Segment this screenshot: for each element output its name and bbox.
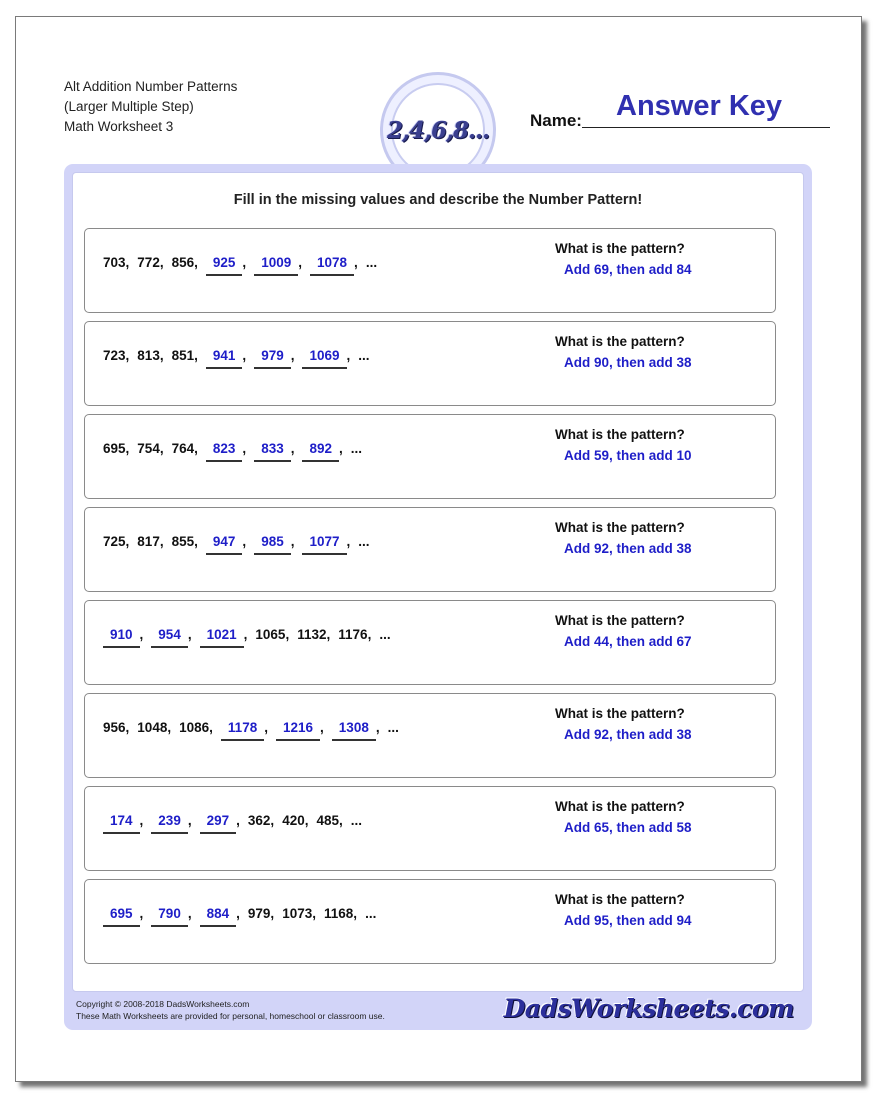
answer-blank: 174 <box>103 813 140 834</box>
answer-blank: 823 <box>206 441 243 462</box>
answer-key-label: Answer Key <box>616 90 783 122</box>
term-separator: , <box>159 255 164 270</box>
pattern-question: What is the pattern? <box>555 799 685 814</box>
sequence-ellipsis: ... <box>365 906 377 921</box>
answer-blank: 884 <box>200 906 237 927</box>
number-sequence <box>103 348 370 370</box>
title-line-3: Math Worksheet 3 <box>64 119 174 134</box>
pattern-answer: Add 90, then add 38 <box>564 355 692 370</box>
term-separator: , <box>270 906 275 921</box>
answer-blank: 1077 <box>302 534 346 555</box>
term-separator: , <box>236 906 240 921</box>
answer-blank: 1078 <box>310 255 354 276</box>
sequence-term: 979 <box>247 906 271 921</box>
answer-blank: 985 <box>254 534 291 555</box>
term-separator: , <box>125 348 130 363</box>
pattern-question: What is the pattern? <box>555 241 685 256</box>
badge-inner-circle <box>386 83 490 177</box>
sequence-term: 1065 <box>255 627 286 642</box>
term-separator: , <box>187 627 192 642</box>
sequence-term: 764 <box>171 441 195 456</box>
number-sequence <box>103 720 399 742</box>
sequence-term: 851 <box>171 348 195 363</box>
pattern-answer: Add 95, then add 94 <box>564 913 692 928</box>
term-separator: , <box>125 255 130 270</box>
number-sequence <box>103 627 391 649</box>
term-separator: , <box>290 348 295 363</box>
answer-blank: 941 <box>206 348 243 369</box>
term-separator: , <box>375 720 380 735</box>
problem-box <box>84 228 776 313</box>
sequence-term: 1168 <box>324 906 354 921</box>
answer-blank: 910 <box>103 627 140 648</box>
number-sequence <box>103 906 376 928</box>
term-separator: , <box>194 255 198 270</box>
term-separator: , <box>236 813 240 828</box>
term-separator: , <box>298 255 302 270</box>
sequence-term: 703 <box>103 255 126 270</box>
number-sequence <box>103 813 362 835</box>
name-field <box>530 90 830 130</box>
badge-logo-text: 2,4,6,8... <box>386 116 490 144</box>
term-separator: , <box>139 906 144 921</box>
term-separator: , <box>270 813 275 828</box>
term-separator: , <box>187 906 192 921</box>
term-separator: , <box>264 720 268 735</box>
usage-note: These Math Worksheets are provided for personal, homeschool or classroom use. <box>76 1011 385 1021</box>
sequence-term: 772 <box>137 255 160 270</box>
name-label: Name: <box>530 111 582 130</box>
term-separator: , <box>339 441 343 456</box>
problem-box <box>84 507 776 592</box>
sequence-ellipsis: ... <box>379 627 391 642</box>
pattern-question: What is the pattern? <box>555 334 685 349</box>
term-separator: , <box>159 534 164 549</box>
pattern-answer: Add 65, then add 58 <box>564 820 692 835</box>
term-separator: , <box>159 348 164 363</box>
term-separator: , <box>339 813 343 828</box>
term-separator: , <box>194 441 198 456</box>
answer-blank: 979 <box>254 348 291 369</box>
copyright-text: Copyright © 2008-2018 DadsWorksheets.com <box>76 999 250 1009</box>
pattern-answer: Add 44, then add 67 <box>564 634 692 649</box>
pattern-answer: Add 92, then add 38 <box>564 727 692 742</box>
answer-blank: 892 <box>302 441 339 462</box>
term-separator: , <box>125 720 130 735</box>
sequence-term: 420 <box>282 813 305 828</box>
term-separator: , <box>353 906 358 921</box>
dadsworksheets-logo: DadsWorksheets.com <box>503 994 794 1023</box>
answer-blank: 925 <box>206 255 243 276</box>
number-sequence <box>103 441 362 463</box>
sequence-term: 956 <box>103 720 126 735</box>
pattern-question: What is the pattern? <box>555 706 685 721</box>
term-separator: , <box>139 813 144 828</box>
answer-blank: 239 <box>151 813 188 834</box>
sequence-ellipsis: ... <box>350 441 363 456</box>
sequence-ellipsis: ... <box>358 534 370 549</box>
term-separator: , <box>290 534 295 549</box>
answer-blank: 1308 <box>332 720 376 741</box>
term-separator: , <box>320 720 324 735</box>
pattern-question: What is the pattern? <box>555 520 685 535</box>
number-sequence <box>103 534 370 556</box>
term-separator: , <box>312 906 316 921</box>
term-separator: , <box>139 627 144 642</box>
term-separator: , <box>167 720 172 735</box>
answer-blank: 1009 <box>254 255 298 276</box>
term-separator: , <box>304 813 309 828</box>
term-separator: , <box>243 627 248 642</box>
answer-blank: 1216 <box>276 720 320 741</box>
title-line-1: Alt Addition Number Patterns <box>64 79 238 94</box>
sequence-term: 725 <box>103 534 126 549</box>
sequence-term: 1048 <box>137 720 168 735</box>
pattern-question: What is the pattern? <box>555 892 685 907</box>
term-separator: , <box>242 255 247 270</box>
term-separator: , <box>125 534 130 549</box>
answer-blank: 297 <box>200 813 237 834</box>
answer-blank: 833 <box>254 441 291 462</box>
answer-blank: 1178 <box>221 720 264 741</box>
name-underline <box>582 127 830 128</box>
pattern-answer: Add 69, then add 84 <box>564 262 692 277</box>
sequence-ellipsis: ... <box>365 255 378 270</box>
term-separator: , <box>354 255 358 270</box>
term-separator: , <box>242 348 247 363</box>
term-separator: , <box>346 534 351 549</box>
term-separator: , <box>187 813 192 828</box>
term-separator: , <box>194 534 198 549</box>
footer-copyright <box>76 998 385 1022</box>
sequence-term: 1073 <box>282 906 313 921</box>
term-separator: , <box>285 627 290 642</box>
problem-box <box>84 786 776 871</box>
sequence-term: 1086 <box>179 720 210 735</box>
answer-blank: 954 <box>151 627 188 648</box>
problem-box <box>84 693 776 778</box>
sequence-term: 754 <box>137 441 160 456</box>
term-separator: , <box>290 441 295 456</box>
sequence-term: 362 <box>247 813 271 828</box>
term-separator: , <box>346 348 351 363</box>
number-sequence <box>103 255 377 277</box>
sequence-term: 817 <box>137 534 160 549</box>
answer-blank: 1021 <box>200 627 244 648</box>
term-separator: , <box>159 441 164 456</box>
term-separator: , <box>242 441 247 456</box>
sequence-term: 485 <box>316 813 340 828</box>
sequence-term: 813 <box>137 348 160 363</box>
term-separator: , <box>367 627 372 642</box>
answer-blank: 1069 <box>302 348 346 369</box>
sequence-term: 695 <box>103 441 126 456</box>
sequence-ellipsis: ... <box>358 348 370 363</box>
pattern-answer: Add 92, then add 38 <box>564 541 692 556</box>
problem-box <box>84 600 776 685</box>
sequence-ellipsis: ... <box>387 720 399 735</box>
answer-blank: 695 <box>103 906 140 927</box>
pattern-answer: Add 59, then add 10 <box>564 448 692 463</box>
sequence-term: 856 <box>171 255 195 270</box>
problem-box <box>84 879 776 964</box>
sequence-ellipsis: ... <box>350 813 363 828</box>
term-separator: , <box>125 441 130 456</box>
problem-box <box>84 414 776 499</box>
worksheet-frame <box>64 164 812 1030</box>
answer-blank: 947 <box>206 534 243 555</box>
term-separator: , <box>209 720 213 735</box>
sequence-term: 723 <box>103 348 126 363</box>
problem-box <box>84 321 776 406</box>
sequence-term: 1132 <box>297 627 327 642</box>
term-separator: , <box>326 627 331 642</box>
pattern-question: What is the pattern? <box>555 613 685 628</box>
worksheet-title <box>64 77 237 137</box>
pattern-question: What is the pattern? <box>555 427 685 442</box>
title-line-2: (Larger Multiple Step) <box>64 99 194 114</box>
sequence-term: 1176 <box>338 627 368 642</box>
sequence-term: 855 <box>171 534 195 549</box>
term-separator: , <box>194 348 198 363</box>
term-separator: , <box>242 534 247 549</box>
answer-blank: 790 <box>151 906 188 927</box>
instructions: Fill in the missing values and describe the Number Pattern! <box>233 192 643 208</box>
